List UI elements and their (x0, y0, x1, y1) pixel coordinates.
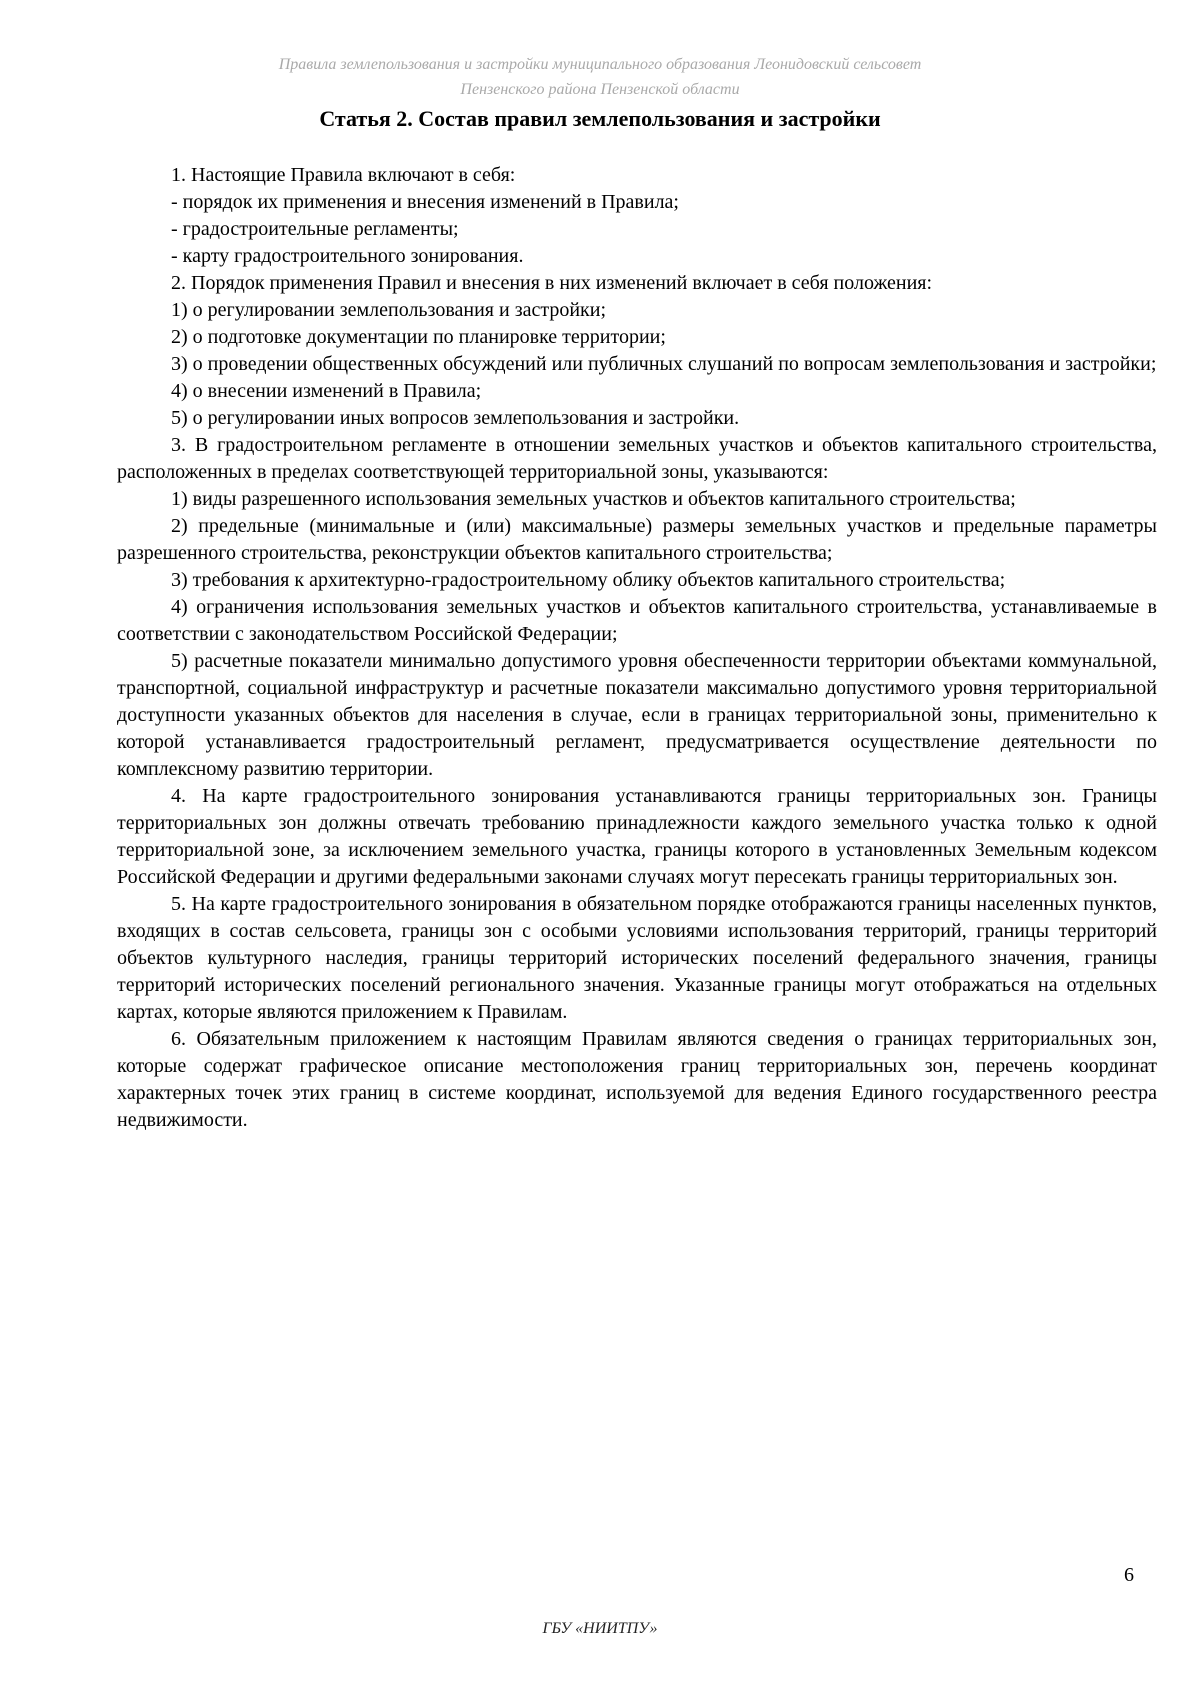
list-item: 2) о подготовке документации по планировке территории; (171, 326, 666, 348)
paragraph-4: 4. На карте градостроительного зонирования устанавливаются границы территориальных зон. Границы территориальных зон должны отвечать требованию принадлежности каждого земельного участка только к одной территориальной зоне, за исключением земельного участка, границы которого в установленных Земельным кодексом Российской Федерации и другими федеральными законами случаях могут пересекать границы территориальных зон. (117, 785, 1157, 888)
list-item: 2) предельные (минимальные и (или) максимальные) размеры земельных участков и предельные параметры разрешенного строительства, реконструкции объектов капитального строительства; (117, 515, 1157, 564)
list-item: 1) виды разрешенного использования земельных участков и объектов капитального строительства; (171, 488, 1016, 510)
list-item: 3) о проведении общественных обсуждений или публичных слушаний по вопросам землепользования и застройки; (171, 353, 1157, 375)
list-item: - карту градостроительного зонирования. (171, 245, 524, 267)
running-header-line-2: Пензенского района Пензенской области (460, 81, 740, 98)
page-footer: ГБУ «НИИТПУ» (542, 1620, 658, 1637)
list-item: 5) о регулировании иных вопросов землепользования и застройки. (171, 407, 740, 429)
list-item: 5) расчетные показатели минимально допустимого уровня обеспеченности территории объектами коммунальной, транспортной, социальной инфраструктур и расчетные показатели максимально допустимого уровня территориальной доступности указанных объектов для населения в случае, если в границах территориальной зоны, применительно к которой устанавливается градостроительный регламент, предусматривается осуществление деятельности по комплексному развитию территории. (117, 650, 1157, 780)
list-item: 1) о регулировании землепользования и застройки; (171, 299, 607, 321)
article-body (117, 162, 1157, 1134)
list-item: - градостроительные регламенты; (171, 218, 459, 240)
running-header-line-1: Правила землепользования и застройки муниципального образования Леонидовский сельсовет (278, 56, 922, 73)
paragraph-3: 3. В градостроительном регламенте в отношении земельных участков и объектов капитального строительства, расположенных в пределах соответствующей территориальной зоны, указываются: (117, 434, 1157, 483)
running-header (0, 52, 1200, 102)
paragraph-1: 1. Настоящие Правила включают в себя: (171, 164, 516, 186)
article-title: Статья 2. Состав правил землепользования и застройки (319, 106, 881, 131)
paragraph-2: 2. Порядок применения Правил и внесения в них изменений включает в себя положения: (171, 272, 933, 294)
list-item: - порядок их применения и внесения изменений в Правила; (171, 191, 679, 213)
list-item: 4) о внесении изменений в Правила; (171, 380, 482, 402)
paragraph-6: 6. Обязательным приложением к настоящим Правилам являются сведения о границах территориальных зон, которые содержат графическое описание местоположения границ территориальных зон, перечень координат характерных точек этих границ в системе координат, используемой для ведения Единого государственного реестра недвижимости. (117, 1028, 1157, 1131)
list-item: 4) ограничения использования земельных участков и объектов капитального строительства, устанавливаемые в соответствии с законодательством Российской Федерации; (117, 596, 1157, 645)
paragraph-5: 5. На карте градостроительного зонирования в обязательном порядке отображаются границы населенных пунктов, входящих в состав сельсовета, границы зон с особыми условиями использования территорий, границы территорий объектов культурного наследия, границы территорий исторических поселений федерального значения, границы территорий исторических поселений регионального значения. Указанные границы могут отображаться на отдельных картах, которые являются приложением к Правилам. (117, 893, 1157, 1023)
page-number: 6 (1124, 1564, 1134, 1586)
list-item: 3) требования к архитектурно-градостроительному облику объектов капитального строительства; (171, 569, 1006, 591)
